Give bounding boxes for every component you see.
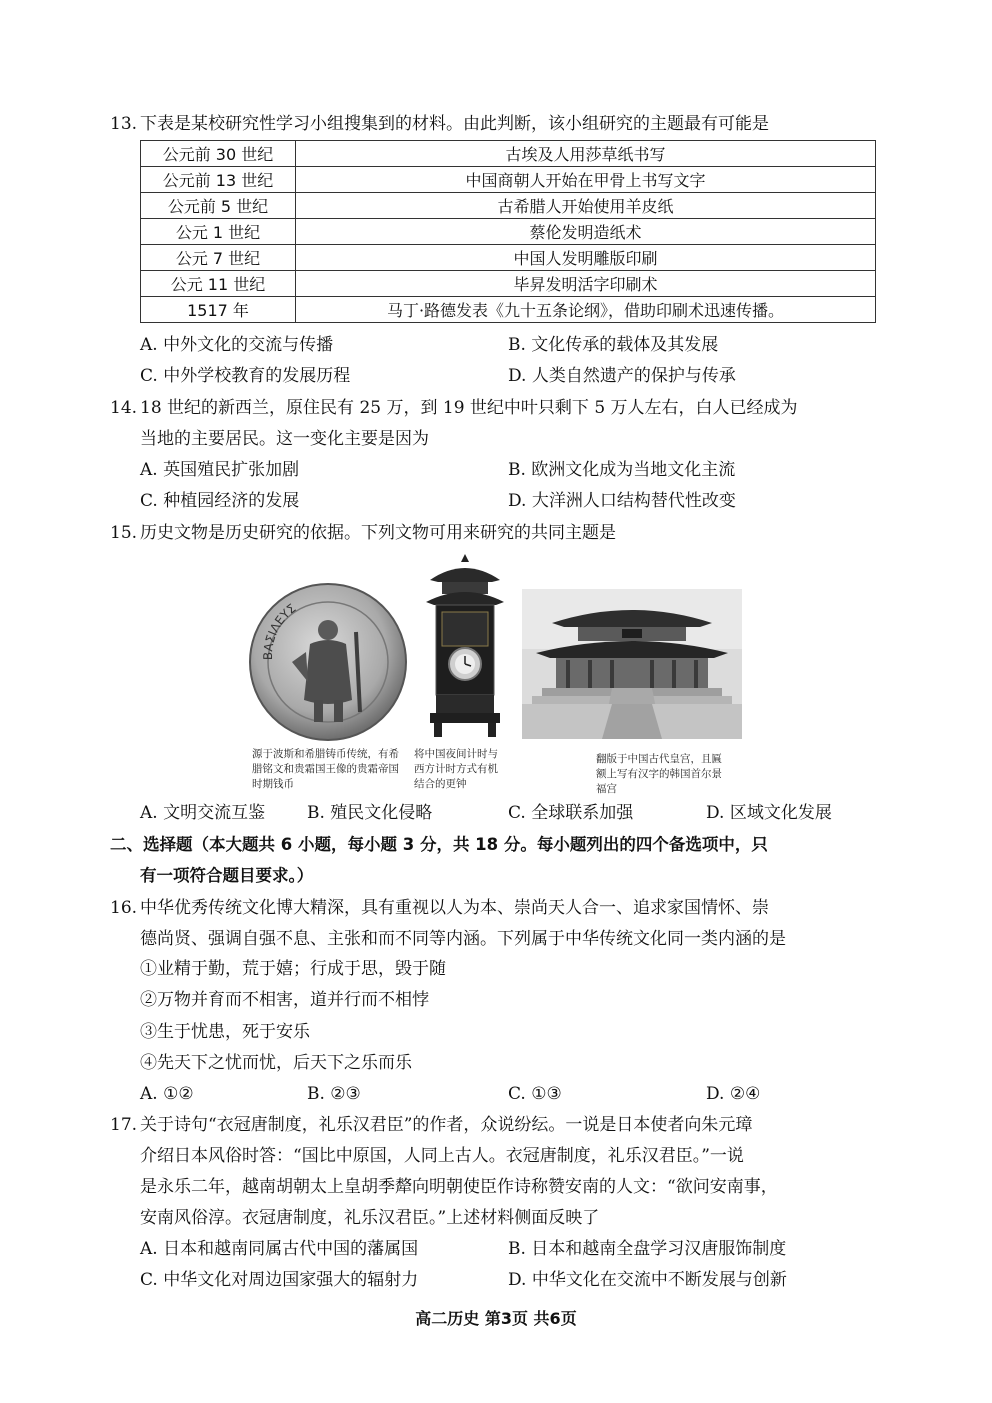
clock-caption: 将中国夜间计时与西方计时方式有机结合的更钟 (414, 748, 498, 790)
kushan-coin-image (248, 582, 408, 742)
section-heading: 二、选择题（本大题共 6 小题，每小题 3 分，共 18 分。每小题列出的四个备选项中，只 (110, 835, 768, 854)
option-a: A. ①② (140, 1084, 194, 1104)
option-b: B. ②③ (307, 1084, 361, 1104)
option-d: D. 区域文化发展 (706, 803, 832, 823)
table-cell-era: 1517 年 (141, 297, 296, 323)
question-number: 14. (110, 398, 138, 418)
option-a: A. 中外文化的交流与传播 (140, 335, 334, 355)
question-stem: 关于诗句“衣冠唐制度，礼乐汉君臣”的作者，众说纷纭。一说是日本使者向朱元璋 (140, 1115, 753, 1135)
table-row (141, 297, 876, 323)
option-a: A. 日本和越南同属古代中国的藩属国 (140, 1239, 419, 1259)
statement-item: ③生于忧患，死于安乐 (140, 1022, 310, 1042)
table-cell-event: 古希腊人开始使用羊皮纸 (296, 193, 876, 219)
question-stem: 下表是某校研究性学习小组搜集到的材料。由此判断，该小组研究的主题最有可能是 (140, 114, 769, 134)
gyeongbokgung-palace-image (522, 589, 742, 739)
option-c: C. 种植园经济的发展 (140, 491, 300, 511)
question-number: 13. (110, 114, 138, 134)
question-number: 16. (110, 898, 138, 918)
option-b: B. 欧洲文化成为当地文化主流 (508, 460, 736, 480)
table-cell-event: 古埃及人用莎草纸书写 (296, 141, 876, 167)
option-c: C. 中华文化对周边国家强大的辐射力 (140, 1270, 419, 1290)
page-footer: 高二历史 第3页 共6页 (415, 1309, 577, 1328)
table-cell-era: 公元 1 世纪 (141, 219, 296, 245)
table-cell-era: 公元前 5 世纪 (141, 193, 296, 219)
table-row (141, 193, 876, 219)
coin-inscription: ΒΑΣΙΛΕΥΣ (260, 601, 299, 661)
option-a: A. 英国殖民扩张加剧 (140, 460, 300, 480)
option-b: B. 殖民文化侵略 (307, 803, 433, 823)
question-stem: 是永乐二年，越南胡朝太上皇胡季犛向明朝使臣作诗称赞安南的人文：“欲问安南事， (140, 1177, 778, 1197)
option-b: B. 文化传承的载体及其发展 (508, 335, 719, 355)
question-stem: 安南风俗淳。衣冠唐制度，礼乐汉君臣。”上述材料侧面反映了 (140, 1208, 600, 1228)
table-cell-event: 中国人发明雕版印刷 (296, 245, 876, 271)
palace-caption: 翻版于中国古代皇宫，且匾额上写有汉字的韩国首尔景福宫 (596, 753, 722, 795)
question-stem: 18 世纪的新西兰，原住民有 25 万，到 19 世纪中叶只剩下 5 万人左右，白人已经成为 (140, 398, 798, 418)
question-stem: 历史文物是历史研究的依据。下列文物可用来研究的共同主题是 (140, 523, 616, 543)
statement-item: ④先天下之忧而忧，后天下之乐而乐 (140, 1053, 412, 1073)
question-stem: 中华优秀传统文化博大精深，具有重视以人为本、崇尚天人合一、追求家国情怀、崇 (140, 898, 769, 918)
option-c: C. 全球联系加强 (508, 803, 634, 823)
chinese-night-clock-image (422, 552, 508, 740)
option-a: A. 文明交流互鉴 (140, 803, 266, 823)
material-table (140, 140, 876, 323)
table-row (141, 141, 876, 167)
question-number: 15. (110, 523, 138, 543)
table-cell-event: 马丁·路德发表《九十五条论纲》，借助印刷术迅速传播。 (296, 297, 876, 323)
question-number: 17. (110, 1115, 138, 1135)
option-b: B. 日本和越南全盘学习汉唐服饰制度 (508, 1239, 787, 1259)
coin-caption: 源于波斯和希腊铸币传统，有希腊铭文和贵霜国王像的贵霜帝国时期钱币 (252, 748, 399, 790)
table-cell-era: 公元 7 世纪 (141, 245, 296, 271)
table-row (141, 271, 876, 297)
statement-item: ①业精于勤，荒于嬉；行成于思，毁于随 (140, 959, 446, 979)
option-c: C. ①③ (508, 1084, 562, 1104)
option-d: D. ②④ (706, 1084, 761, 1104)
statement-item: ②万物并育而不相害，道并行而不相悖 (140, 990, 429, 1010)
option-c: C. 中外学校教育的发展历程 (140, 366, 351, 386)
table-cell-era: 公元前 30 世纪 (141, 141, 296, 167)
table-row (141, 245, 876, 271)
section-heading-cont: 有一项符合题目要求。） (140, 866, 314, 885)
table-cell-era: 公元 11 世纪 (141, 271, 296, 297)
table-cell-event: 中国商朝人开始在甲骨上书写文字 (296, 167, 876, 193)
table-cell-event: 毕昇发明活字印刷术 (296, 271, 876, 297)
table-row (141, 167, 876, 193)
option-d: D. 大洋洲人口结构替代性改变 (508, 491, 736, 511)
question-stem: 德尚贤、强调自强不息、主张和而不同等内涵。下列属于中华传统文化同一类内涵的是 (140, 929, 786, 949)
table-cell-event: 蔡伦发明造纸术 (296, 219, 876, 245)
option-d: D. 人类自然遗产的保护与传承 (508, 366, 736, 386)
question-stem: 介绍日本风俗时答：“国比中原国，人同上古人。衣冠唐制度，礼乐汉君臣。”一说 (140, 1146, 744, 1166)
question-stem: 当地的主要居民。这一变化主要是因为 (140, 429, 429, 449)
table-cell-era: 公元前 13 世纪 (141, 167, 296, 193)
table-row (141, 219, 876, 245)
option-d: D. 中华文化在交流中不断发展与创新 (508, 1270, 787, 1290)
